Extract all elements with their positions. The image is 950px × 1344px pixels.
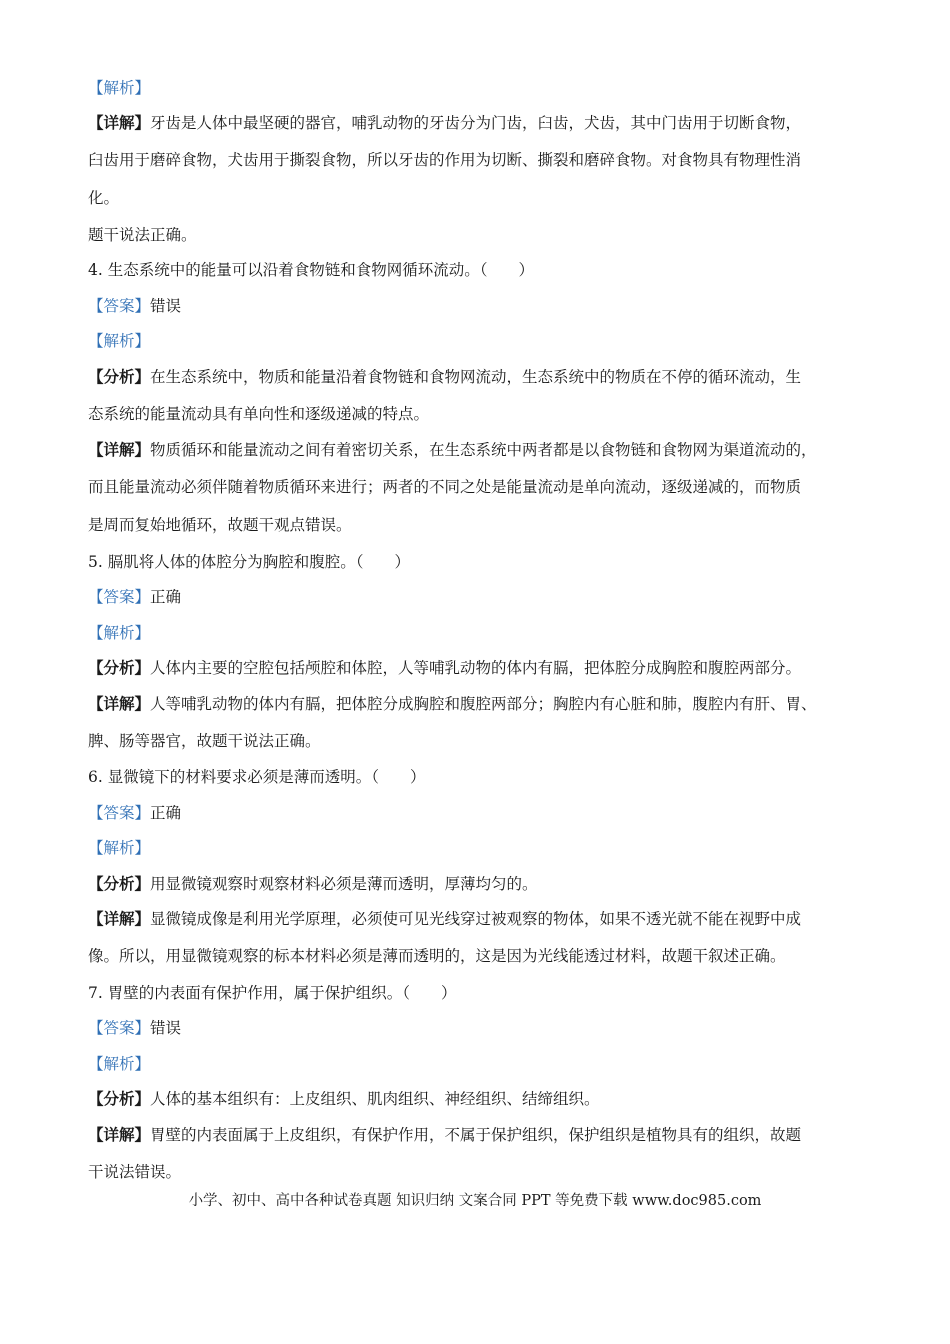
paragraph-continuation-line: 化。 <box>88 189 120 207</box>
section-tag-analysis <box>88 70 863 106</box>
paragraph-continuation-line: 态系统的能量流动具有单向性和逐级递减的特点。 <box>88 404 430 423</box>
section-tag-analysis <box>88 831 863 867</box>
paragraph-text: 胃壁的内表面属于上皮组织，有保护作用，不属于保护组织，保护组织是植物具有的组织，故题 <box>150 1125 802 1144</box>
paragraph-first-line <box>88 359 863 395</box>
answer-value: 正确 <box>150 803 182 822</box>
paragraph-continuation-line: 像。所以，用显微镜观察的标本材料必须是薄而透明的，这是因为光线能透过材料，故题干叙述正确。 <box>88 947 786 965</box>
answer-label: 【答案】 <box>88 803 151 822</box>
paragraph-first-line <box>88 866 863 902</box>
plain-text-line: 题干说法正确。 <box>88 225 197 244</box>
tag-label: 【解析】 <box>88 839 151 858</box>
page-footer: 小学、初中、高中各种试卷真题 知识归纳 文案合同 PPT 等免费下载 www.doc985.com <box>188 1193 762 1209</box>
paragraph-first-line <box>88 1117 863 1153</box>
paragraph-label: 【分析】 <box>88 658 151 678</box>
paragraph-first-line <box>88 433 863 469</box>
question-stem: 5. 膈肌将人体的体腔分为胸腔和腹腔。（ ） <box>88 552 410 571</box>
paragraph-continuation-line: 而且能量流动必须伴随着物质循环来进行；两者的不同之处是能量流动是单向流动，逐级递减的，而物质 <box>88 478 802 496</box>
paragraph-text: 人体内主要的空腔包括颅腔和体腔，人等哺乳动物的体内有膈，把体腔分成胸腔和腹腔两部分。 <box>150 659 802 678</box>
paragraph-label: 【分析】 <box>88 366 151 386</box>
paragraph-label: 【分析】 <box>88 1089 151 1109</box>
tag-label: 【解析】 <box>88 78 151 97</box>
answer-value: 正确 <box>150 588 182 607</box>
section-tag-analysis <box>88 1046 863 1082</box>
section-tag-analysis <box>88 615 863 651</box>
question-stem: 6. 显微镜下的材料要求必须是薄而透明。（ ） <box>88 768 426 787</box>
paragraph-first-line <box>88 686 863 722</box>
paragraph-label: 【详解】 <box>88 909 151 929</box>
paragraph-continuation-line: 干说法错误。 <box>88 1162 182 1181</box>
paragraph-text: 显微镜成像是利用光学原理，必须使可见光线穿过被观察的物体，如果不透光就不能在视野中成 <box>150 910 802 929</box>
paragraph-label: 【分析】 <box>88 873 151 893</box>
paragraph-first-line <box>88 902 863 938</box>
question-stem: 4. 生态系统中的能量可以沿着食物链和食物网循环流动。（ ） <box>88 261 534 280</box>
paragraph-text: 用显微镜观察时观察材料必须是薄而透明，厚薄均匀的。 <box>150 874 538 893</box>
answer-value: 错误 <box>150 296 182 315</box>
paragraph-label: 【详解】 <box>88 693 151 713</box>
answer-line <box>88 580 863 616</box>
answer-line <box>88 288 863 324</box>
paragraph-continuation-line: 臼齿用于磨碎食物，犬齿用于撕裂食物，所以牙齿的作用为切断、撕裂和磨碎食物。对食物具有物理性消 <box>88 151 802 169</box>
paragraph-first-line <box>88 1082 863 1118</box>
paragraph-label: 【详解】 <box>88 113 151 133</box>
paragraph-text: 人等哺乳动物的体内有膈，把体腔分成胸腔和腹腔两部分；胸腔内有心脏和肺，腹腔内有肝、胃、 <box>150 694 817 713</box>
document-body <box>88 70 863 1191</box>
tag-label: 【解析】 <box>88 623 151 642</box>
section-tag-analysis <box>88 324 863 360</box>
paragraph-continuation-line: 是周而复始地循环，故题干观点错误。 <box>88 516 352 534</box>
answer-label: 【答案】 <box>88 296 151 315</box>
question-stem: 7. 胃壁的内表面有保护作用，属于保护组织。（ ） <box>88 983 457 1002</box>
paragraph-continuation-line: 脾、肠等器官，故题干说法正确。 <box>88 731 321 750</box>
answer-label: 【答案】 <box>88 1019 151 1038</box>
paragraph-first-line <box>88 651 863 687</box>
paragraph-text: 牙齿是人体中最坚硬的器官，哺乳动物的牙齿分为门齿，臼齿，犬齿，其中门齿用于切断食物， <box>150 114 802 133</box>
paragraph-text: 人体的基本组织有：上皮组织、肌肉组织、神经组织、结缔组织。 <box>150 1090 600 1109</box>
answer-line <box>88 1011 863 1047</box>
answer-line <box>88 795 863 831</box>
paragraph-label: 【详解】 <box>88 440 151 460</box>
tag-label: 【解析】 <box>88 332 151 351</box>
paragraph-text: 物质循环和能量流动之间有着密切关系，在生态系统中两者都是以食物链和食物网为渠道流动的， <box>150 441 817 460</box>
answer-value: 错误 <box>150 1019 182 1038</box>
paragraph-text: 在生态系统中，物质和能量沿着食物链和食物网流动，生态系统中的物质在不停的循环流动，生 <box>150 367 802 386</box>
answer-label: 【答案】 <box>88 588 151 607</box>
tag-label: 【解析】 <box>88 1054 151 1073</box>
paragraph-label: 【详解】 <box>88 1124 151 1144</box>
paragraph-first-line <box>88 106 863 142</box>
